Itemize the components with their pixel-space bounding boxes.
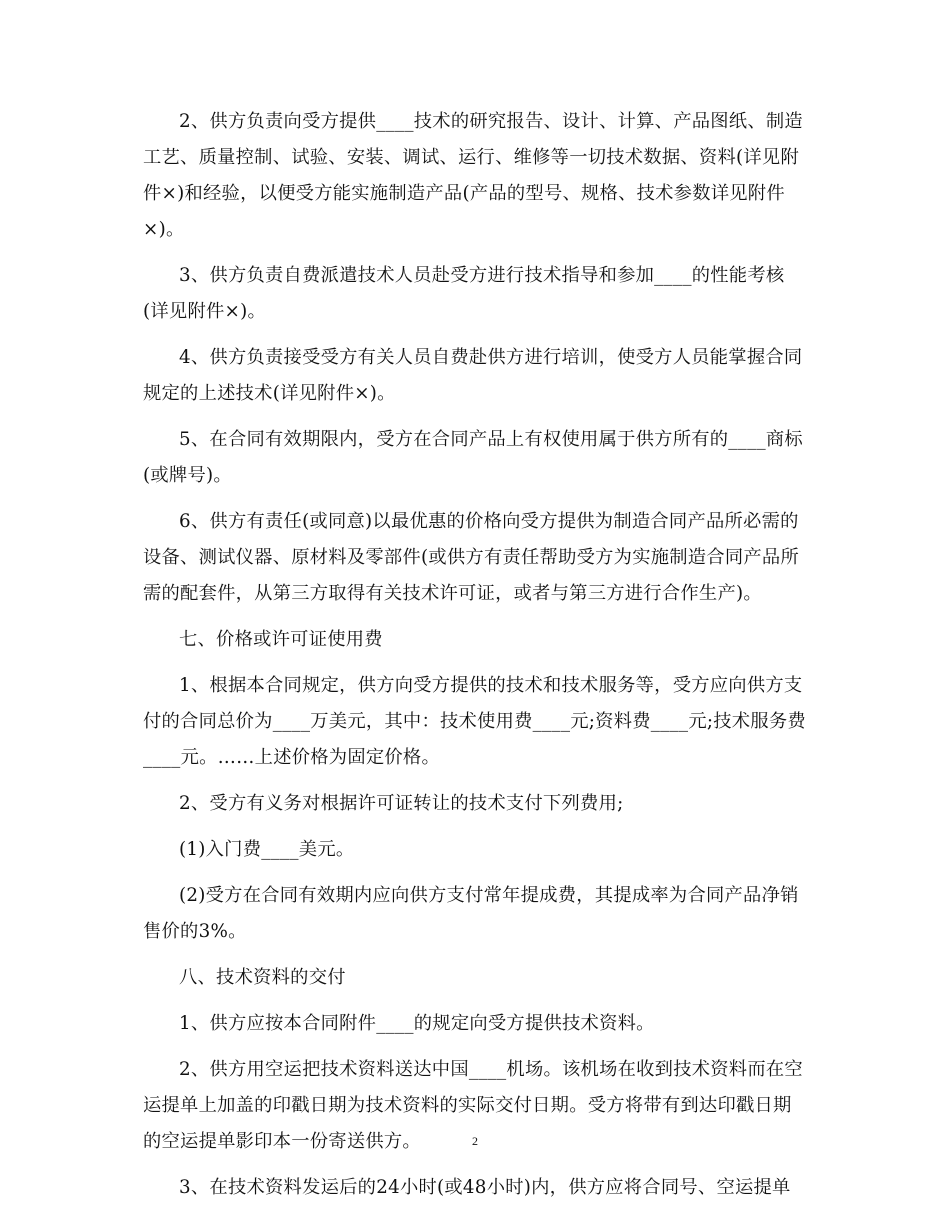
clause-equipment-supply: 6、供方有责任(或同意)以最优惠的价格向受方提供为制造合同产品所必需的设备、测试仪器、原材料及零部件(或供方有责任帮助受方为实施制造合同产品所需的配套件，从第三方取得有关技术许可证，或者与第三方进行合作生产)。 [143,511,799,604]
clause-total-price: 1、根据本合同规定，供方向受方提供的技术和技术服务等，受方应向供方支付的合同总价为____万美元，其中：技术使用费____元;资料费____元;技术服务费____元。……上述价格为固定价格。 [143,675,806,768]
clause-supply-technical-data: 2、供方负责向受方提供____技术的研究报告、设计、计算、产品图纸、制造工艺、质量控制、试验、安装、调试、运行、维修等一切技术数据、资料(详见附件×)和经验，以便受方能实施制造产品(产品的型号、规格、技术参数详见附件×)。 [143,111,803,240]
clause-fee-obligation: 2、受方有义务对根据许可证转让的技术支付下列费用; [179,793,624,814]
clause-trademark: 5、在合同有效期限内，受方在合同产品上有权使用属于供方所有的____商标(或牌号)。 [143,429,803,486]
clause-delivery-per-annex: 1、供方应按本合同附件____的规定向受方提供技术资料。 [179,1013,655,1034]
clause-dispatch-technicians: 3、供方负责自费派遣技术人员赴受方进行技术指导和参加____的性能考核(详见附件×)。 [143,265,785,322]
page-number: 2 [472,1134,478,1148]
clause-royalty: (2)受方在合同有效期内应向供方支付常年提成费，其提成率为合同产品净销售价的3%。 [143,885,799,942]
section-heading-price: 七、价格或许可证使用费 [179,629,383,650]
document-body [143,104,807,1216]
clause-shipment-notice: 3、在技术资料发运后的24小时(或48小时)内，供方应将合同号、空运提单 [179,1177,791,1198]
clause-entry-fee: (1)入门费____美元。 [179,839,355,860]
section-heading-delivery: 八、技术资料的交付 [179,967,346,988]
clause-air-shipment: 2、供方用空运把技术资料送达中国____机场。该机场在收到技术资料而在空运提单上加盖的印戳日期为技术资料的实际交付日期。受方将带有到达印戳日期的空运提单影印本一份寄送供方。 [143,1059,803,1152]
clause-training: 4、供方负责接受受方有关人员自费赴供方进行培训，使受方人员能掌握合同规定的上述技术(详见附件×)。 [143,347,803,404]
